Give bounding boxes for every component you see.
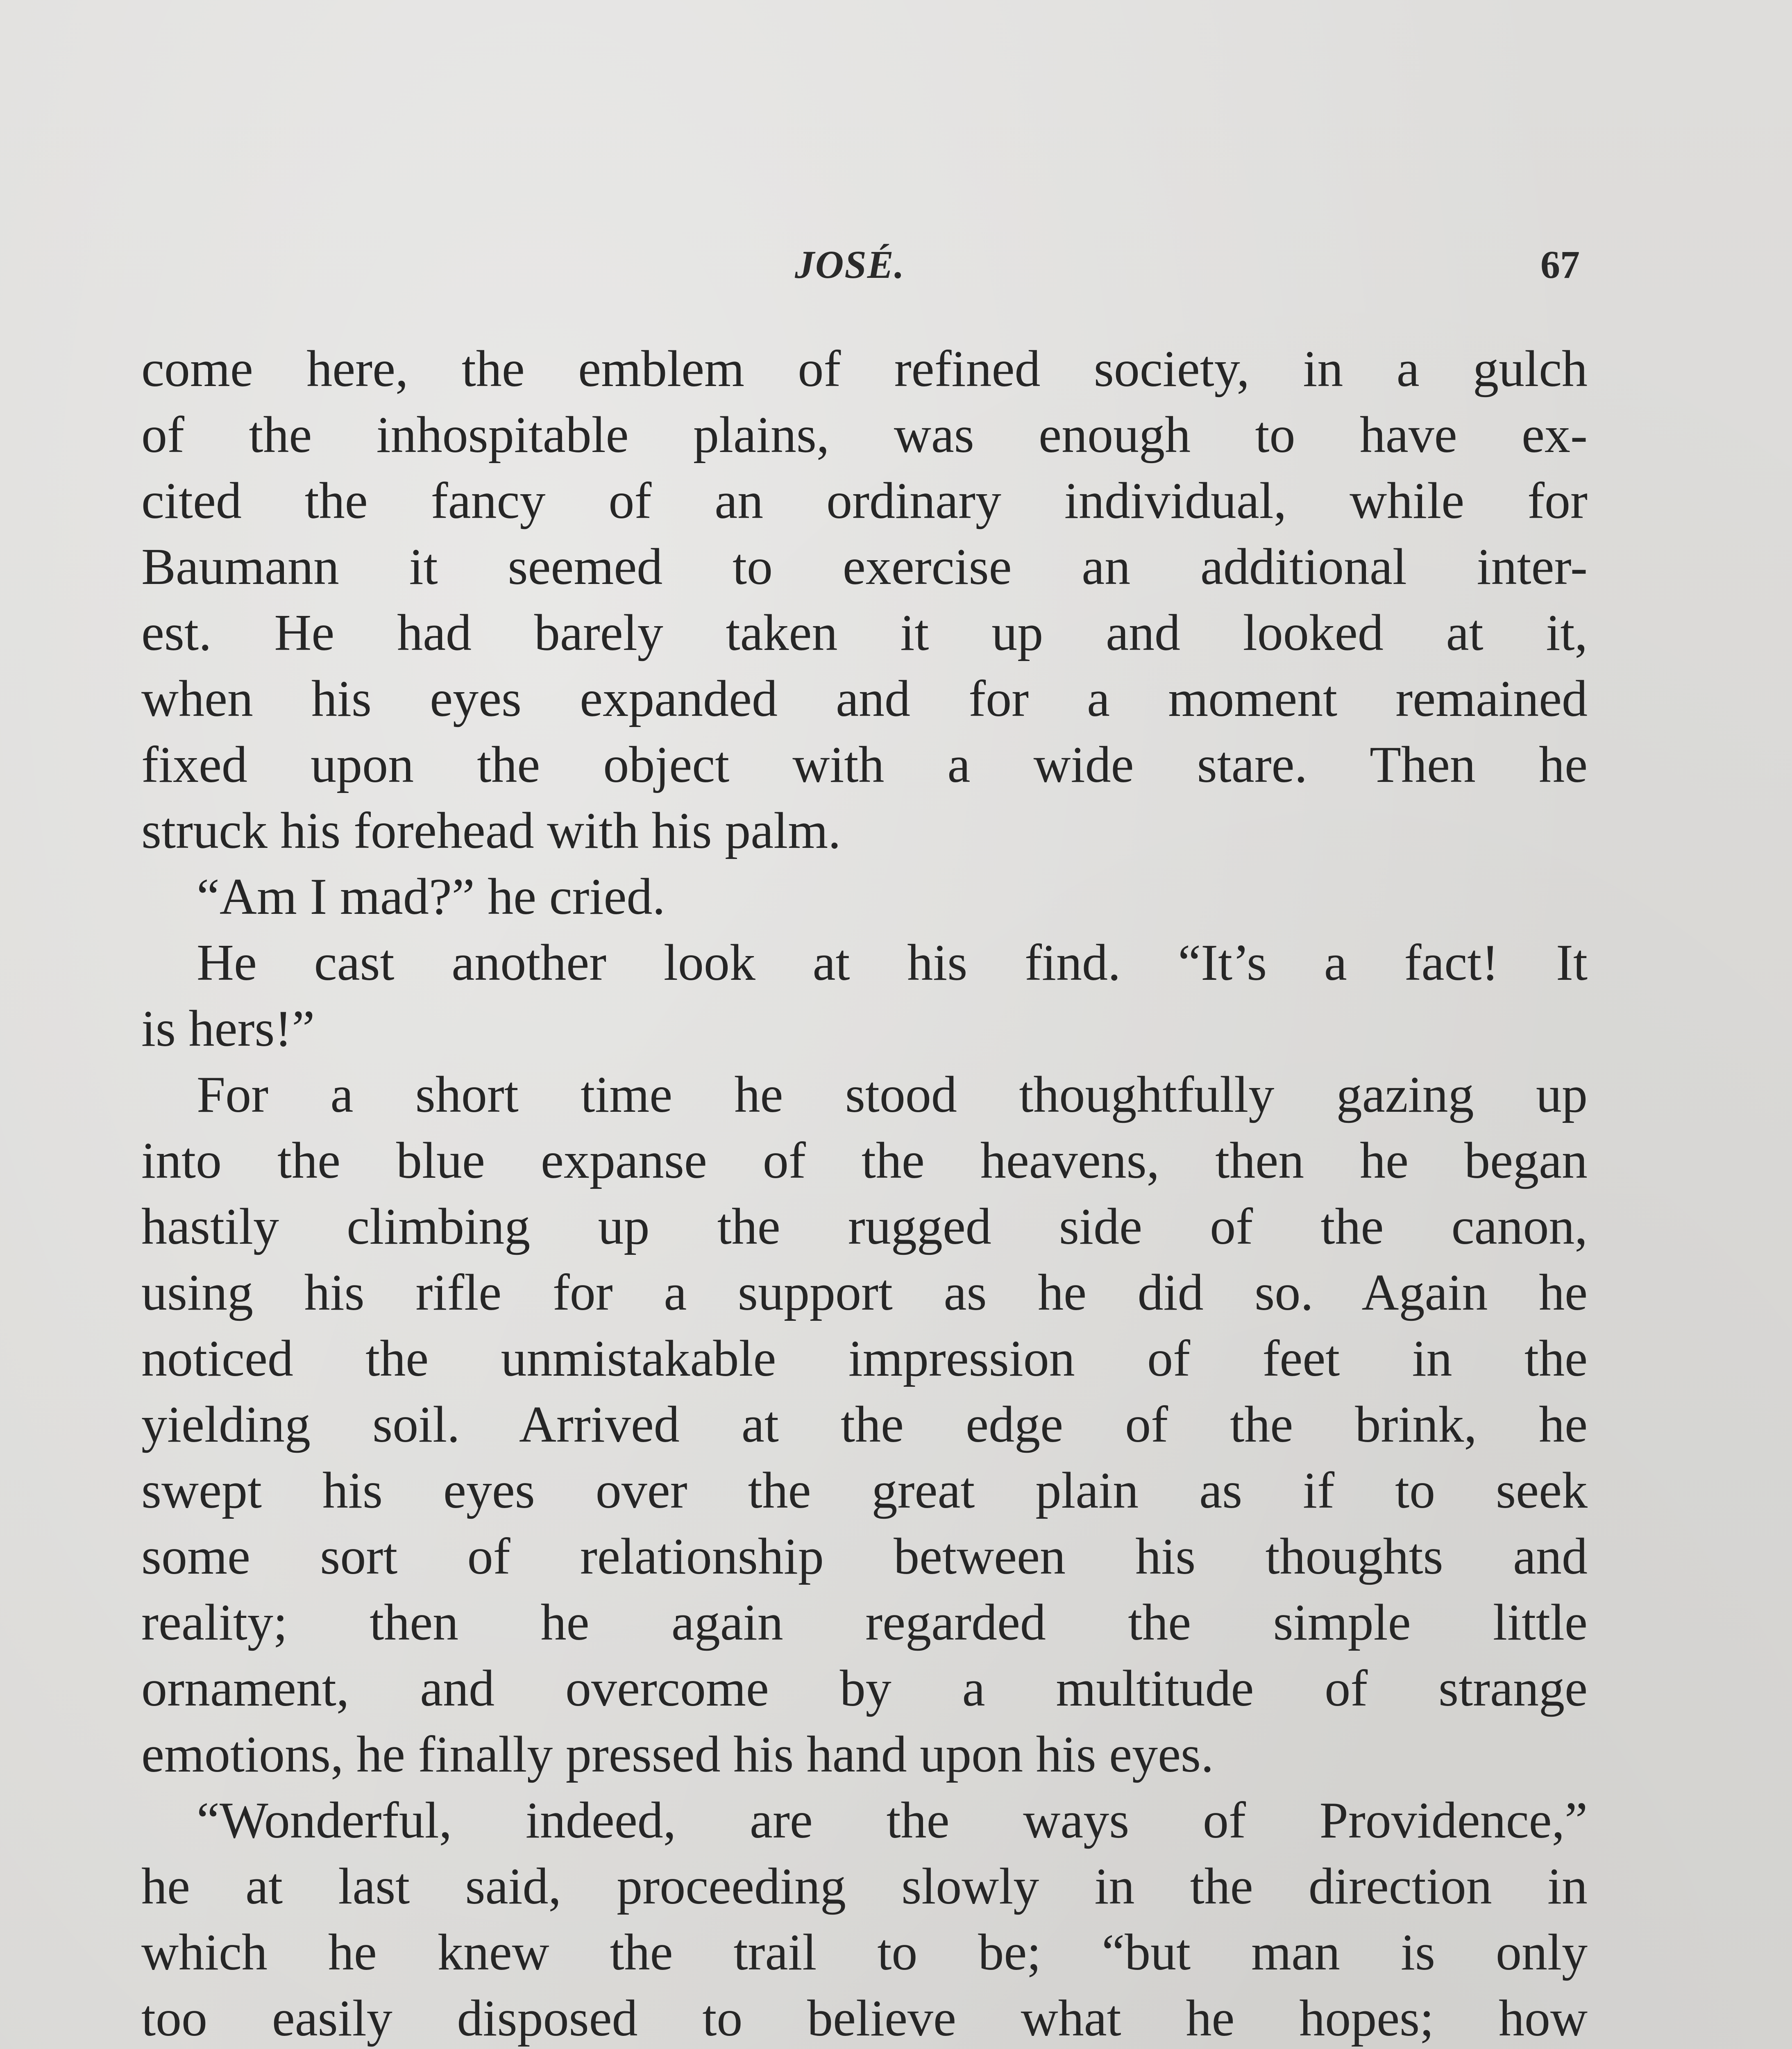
text-line: when his eyes expanded and for a moment remained: [141, 670, 1588, 727]
body-text: [141, 336, 1588, 2049]
text-line: “Wonderful, indeed, are the ways of Providence,”: [197, 1792, 1588, 1849]
running-title: JOSÉ.: [795, 243, 905, 286]
text-line: est. He had barely taken it up and looked at it,: [141, 604, 1588, 661]
text-line: come here, the emblem of refined society, in a gulch: [141, 341, 1588, 398]
text-line: emotions, he finally pressed his hand upon his eyes.: [141, 1726, 1214, 1783]
text-line: “Am I mad?” he cried.: [197, 868, 665, 925]
text-line: noticed the unmistakable impression of feet in the: [141, 1330, 1588, 1387]
text-line: struck his forehead with his palm.: [141, 802, 841, 859]
text-line: too easily disposed to believe what he hopes; how: [141, 1990, 1588, 2047]
running-head: [0, 242, 1792, 299]
text-line: into the blue expanse of the heavens, then he began: [141, 1132, 1588, 1189]
text-line: he at last said, proceeding slowly in the direction in: [141, 1858, 1588, 1915]
text-line: cited the fancy of an ordinary individual, while for: [141, 472, 1588, 529]
text-line: For a short time he stood thoughtfully gazing up: [197, 1066, 1588, 1123]
text-line: ornament, and overcome by a multitude of strange: [141, 1660, 1588, 1717]
text-line: some sort of relationship between his thoughts and: [141, 1528, 1588, 1585]
text-line: of the inhospitable plains, was enough to have ex-: [141, 407, 1588, 463]
text-line: using his rifle for a support as he did so. Again he: [141, 1264, 1588, 1321]
text-line: yielding soil. Arrived at the edge of the brink, he: [141, 1396, 1588, 1453]
text-line: Baumann it seemed to exercise an additional inter-: [141, 538, 1588, 595]
text-line: swept his eyes over the great plain as if to seek: [141, 1462, 1588, 1519]
text-line: reality; then he again regarded the simple little: [141, 1594, 1588, 1651]
text-line: hastily climbing up the rugged side of the canon,: [141, 1198, 1588, 1255]
text-line: He cast another look at his find. “It’s a fact! It: [197, 934, 1588, 991]
text-line: is hers!”: [141, 1000, 315, 1057]
text-line: fixed upon the object with a wide stare. Then he: [141, 736, 1588, 793]
page-number: 67: [1540, 243, 1580, 286]
text-line: which he knew the trail to be; “but man is only: [141, 1924, 1588, 1981]
